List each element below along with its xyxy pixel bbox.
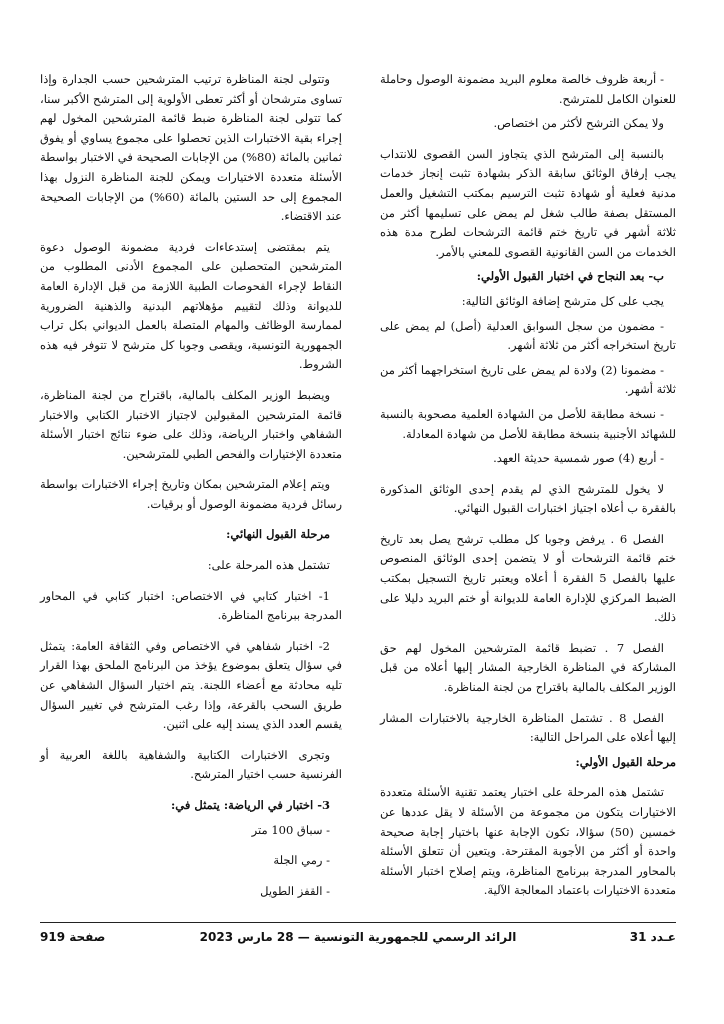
left-column-paragraph: - رمي الجلة	[273, 853, 330, 868]
right-column-paragraph: - نسخة مطابقة للأصل من الشهادة العلمية مصحوبة بالنسبة للشهائد الأجنبية بنسخة مطابقة للأصل من شهادة المعادلة.	[380, 406, 676, 441]
issue-number: عـدد 31	[629, 930, 676, 944]
right-column-paragraph: - أربع (4) صور شمسية حديثة العهد.	[493, 451, 664, 466]
left-column-paragraph: 3- اختبار في الرياضة: يتمثل في:	[171, 798, 330, 812]
footer-rule	[40, 922, 676, 923]
right-column	[380, 70, 676, 906]
left-column-paragraph: تشتمل هذه المرحلة على:	[207, 558, 330, 573]
right-column-paragraph: يجب على كل مترشح إضافة الوثائق التالية:	[461, 293, 664, 308]
right-column-paragraph: - أربعة ظروف خالصة معلوم البريد مضمونة الوصول وحاملة للعنوان الكامل للمترشح.	[380, 72, 676, 106]
journal-title: الرائد الرسمي للجمهورية التونسية — 28 مارس 2023	[199, 930, 517, 944]
left-column-paragraph: ويضبط الوزير المكلف بالمالية، باقتراح من لجنة المناظرة، قائمة المترشحين المقبولين لاجتياز الاختبار الكتابي والاختبار الشفاهي واختبار الرياضة، وذلك على ضوء نتائج اختبار الأسئلة متعددة الإختيارات والفحص الطبي للمترشحين.	[40, 387, 342, 461]
left-column-paragraph: وتجرى الاختبارات الكتابية والشفاهية باللغة العربية أو الفرنسية حسب اختيار المترشح.	[40, 747, 342, 782]
left-column-paragraph: وتتولى لجنة المناظرة ترتيب المترشحين حسب الجدارة وإذا تساوى مترشحان أو أكثر تعطى الأولوية إلى المترشح الأكبر سنا، كما تتولى لجنة المناظرة ضبط قائمة المترشحين المخول لهم إجراء بقية الاختبارات الذين تحصلوا على مجموع يساوي أو يفوق ثمانين بالمائة (80%) من الإجابات الصحيحة في الاختبار بواسطة الأسئلة متعددة الاختيارات ويمكن للجنة المناظرة النزول بهذا المجموع إلى حد الستين بالمائة (60%) من الإجابات الصحيحة عند الاقتضاء.	[40, 72, 342, 224]
right-column-paragraph: بالنسبة إلى المترشح الذي يتجاوز السن القصوى للانتداب يجب إرفاق الوثائق سابقة الذكر بشهادة تثبت إنجاز خدمات مدنية فعلية أو شهادة تثبت الترسيم بمكتب التشغيل والعمل المستقل بصفة طالب شغل لم يمض على تسليمها أكثر من ثلاثة أشهر في تاريخ ختم قائمة الترشحات لطرح مدة هذه الخدمات من السن القانونية القصوى للمعني بالأمر.	[380, 146, 676, 259]
right-column-paragraph: ولا يمكن الترشح لأكثر من اختصاص.	[493, 116, 664, 131]
page-number: صفحة 919	[40, 930, 106, 944]
right-column-paragraph: تشتمل هذه المرحلة على اختبار يعتمد تقنية الأسئلة متعددة الاختيارات يتكون من مجموعة من الأسئلة لا يقل عددها عن خمسين (50) سؤالا، تكون الإجابة عنها باختيار إجابة صحيحة واحدة أو أكثر من الأجوبة المقترحة. ويتعين أن تتعلق الأسئلة بالمحاور المدرجة ببرنامج المناظرة، ويتم إصلاح اختبار الأسئلة متعددة الاختيارات باعتماد المعالجة الآلية.	[380, 785, 676, 898]
left-column-paragraph: 1- اختبار كتابي في الاختصاص: اختبار كتابي في المحاور المدرجة ببرنامج المناظرة.	[40, 588, 342, 623]
right-column-paragraph: لا يخول للمترشح الذي لم يقدم إحدى الوثائق المذكورة بالفقرة ب أعلاه اجتياز اختبارات القبول النهائي.	[380, 481, 676, 516]
left-column-paragraph: - القفز الطويل	[260, 883, 330, 898]
left-column-paragraph: يتم بمقتضى إستدعاءات فردية مضمونة الوصول دعوة المترشحين المتحصلين على المجموع الأدنى المطلوب من النقاط لإجراء الفحوصات الطبية اللازمة من قبل الإدارة العامة للديوانة وذلك لتقييم مؤهلاتهم البدنية والذهنية الضرورية لممارسة الوظائف والمهام المتصلة بالعمل الديواني بكل تراب الجمهورية التونسية، ويقصى وجوبا كل مترشح لا تتوفر فيه هذه الشروط.	[40, 239, 342, 372]
right-column-paragraph: الفصل 6 . يرفض وجوبا كل مطلب ترشح يصل بعد تاريخ ختم قائمة الترشحات أو لا يتضمن إحدى الوثائق المنصوص عليها بالفصل 5 الفقرة أ أعلاه ويعتبر تاريخ التسجيل بمكتب الضبط المركزي للإدارة العامة للديوانة أو ختم البريد دليلا على ذلك.	[380, 531, 676, 625]
left-column	[40, 70, 342, 906]
right-column-paragraph: - مضمونا (2) ولادة لم يمض على تاريخ استخراجهما أكثر من ثلاثة أشهر.	[380, 362, 676, 397]
right-column-paragraph: - مضمون من سجل السوابق العدلية (أصل) لم يمض على تاريخ استخراجه أكثر من ثلاثة أشهر.	[380, 318, 676, 353]
left-column-paragraph: - سباق 100 متر	[251, 822, 330, 837]
page-footer	[40, 930, 676, 952]
left-column-paragraph: ويتم إعلام المترشحين بمكان وتاريخ إجراء الاختبارات بواسطة رسائل فردية مضمونة الوصول أو برقيات.	[40, 477, 342, 511]
right-column-paragraph: مرحلة القبول الأولي:	[575, 754, 676, 769]
right-column-paragraph: الفصل 8 . تشتمل المناظرة الخارجية بالاختبارات المشار إليها أعلاه على المراحل التالية:	[380, 710, 676, 745]
left-column-paragraph: مرحلة القبول النهائي:	[226, 527, 330, 542]
right-column-paragraph: الفصل 7 . تضبط قائمة المترشحين المخول لهم حق المشاركة في المناظرة الخارجية المشار إليها أعلاه من قبل الوزير المكلف بالمالية باقتراح من لجنة المناظرة.	[380, 640, 676, 695]
right-column-paragraph: ب- بعد النجاح في اختبار القبول الأولي:	[476, 269, 664, 284]
left-column-paragraph: 2- اختبار شفاهي في الاختصاص وفي الثقافة العامة: يتمثل في سؤال يتعلق بموضوع يؤخذ من البرنامج الملحق بهذا القرار تليه محادثة مع أعضاء اللجنة. يتم اختيار السؤال الشفاهي عن طريق السحب بالقرعة، وإذا رغب المترشح في تغيير السؤال يقسم العدد الذي يسند إليه على اثنين.	[40, 638, 342, 732]
